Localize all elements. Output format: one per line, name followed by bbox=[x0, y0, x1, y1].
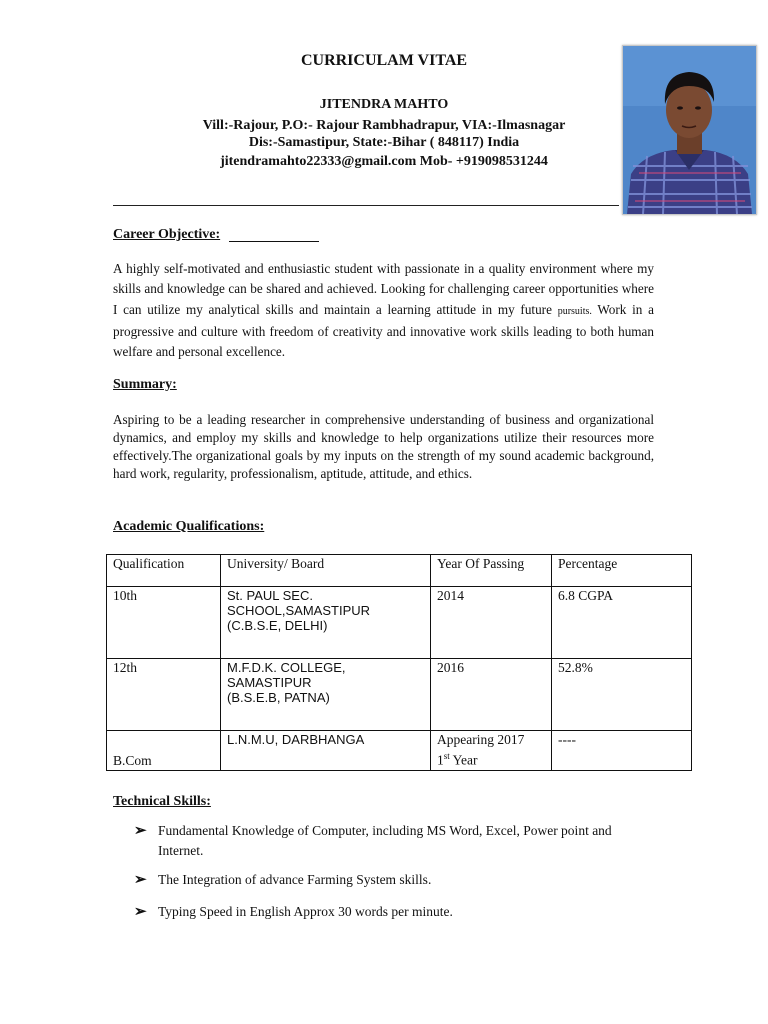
table-cell-qualification: 10th bbox=[107, 587, 221, 659]
table-cell-percentage: 52.8% bbox=[552, 659, 692, 731]
document-title: CURRICULAM VITAE bbox=[300, 52, 468, 69]
technical-skills-heading: Technical Skills: bbox=[113, 794, 211, 809]
arrow-bullet-icon: ➢ bbox=[134, 872, 147, 888]
board-line: M.F.D.K. COLLEGE, bbox=[227, 660, 346, 675]
table-cell-percentage: 6.8 CGPA bbox=[552, 587, 692, 659]
academic-qualifications-table bbox=[106, 554, 692, 771]
summary-heading: Summary: bbox=[113, 377, 177, 392]
list-item bbox=[134, 821, 654, 861]
table-cell-board: L.N.M.U, DARBHANGA bbox=[221, 731, 431, 771]
board-line: (C.B.S.E, DELHI) bbox=[227, 618, 328, 633]
career-objective-underline bbox=[229, 241, 319, 242]
academic-qualifications-heading: Academic Qualifications: bbox=[113, 519, 265, 534]
list-item-text: Fundamental Knowledge of Computer, including MS Word, Excel, Power point and Internet. bbox=[158, 823, 612, 858]
person-photo-icon bbox=[623, 46, 756, 214]
year-ordinal-suffix: st bbox=[443, 751, 450, 761]
year-ordinal-number: 1 bbox=[437, 752, 444, 768]
table-cell-qualification: 12th bbox=[107, 659, 221, 731]
board-line: St. PAUL SEC. bbox=[227, 588, 313, 603]
table-row bbox=[107, 659, 692, 731]
summary-text: Aspiring to be a leading researcher in comprehensive understanding of business and organizational dynamics, and employ my skills and knowledge to help organizations utilize their resources more effectively.The organizational goals by my inputs on the strength of my sound academic background, hard work, regularity, professionalism, aptitude, attitude, and ethics. bbox=[113, 412, 654, 481]
career-objective-heading: Career Objective: bbox=[113, 227, 221, 242]
list-item-text: The Integration of advance Farming System skills. bbox=[158, 872, 432, 887]
board-line: SCHOOL,SAMASTIPUR bbox=[227, 603, 371, 618]
year-line bbox=[437, 748, 545, 769]
table-cell-year: 2016 bbox=[431, 659, 552, 731]
table-cell-qualification: B.Com bbox=[107, 731, 221, 771]
header-divider bbox=[113, 205, 619, 206]
board-line: (B.S.E.B, PATNA) bbox=[227, 690, 330, 705]
table-header-cell: University/ Board bbox=[221, 555, 431, 587]
table-row bbox=[107, 587, 692, 659]
list-item-text: Typing Speed in English Approx 30 words per minute. bbox=[158, 904, 453, 919]
table-cell-year bbox=[431, 731, 552, 771]
address-line-1: Vill:-Rajour, P.O:- Rajour Rambhadrapur, VIA:-Ilmasnagar bbox=[202, 118, 566, 133]
contact-line: jitendramahto22333@gmail.com Mob- +919098531244 bbox=[220, 154, 548, 169]
career-text-small: pursuits. bbox=[557, 305, 592, 317]
career-text-part-1: A highly self-motivated and enthusiastic student with passionate in a quality environment where my skills and knowledge can be shared and achieved. Looking for challenging career opportunities where I can utilize my analytical skills and maintain a learning attitude in my future bbox=[113, 261, 654, 317]
table-header-cell: Year Of Passing bbox=[431, 555, 552, 587]
table-cell-board bbox=[221, 659, 431, 731]
year-ordinal-rest: Year bbox=[449, 752, 478, 768]
board-line: SAMASTIPUR bbox=[227, 675, 312, 690]
table-header-cell: Percentage bbox=[552, 555, 692, 587]
table-header-row bbox=[107, 555, 692, 587]
table-cell-board bbox=[221, 587, 431, 659]
profile-photo bbox=[622, 45, 757, 215]
career-objective-text bbox=[113, 259, 654, 362]
arrow-bullet-icon: ➢ bbox=[134, 904, 147, 920]
table-cell-percentage: ---- bbox=[552, 731, 692, 771]
table-cell-year: 2014 bbox=[431, 587, 552, 659]
address-line-2: Dis:-Samastipur, State:-Bihar ( 848117) India bbox=[248, 135, 520, 150]
candidate-name: JITENDRA MAHTO bbox=[319, 97, 449, 112]
list-item bbox=[134, 902, 654, 922]
arrow-bullet-icon: ➢ bbox=[134, 823, 147, 839]
year-line: Appearing 2017 bbox=[437, 732, 525, 747]
table-header-cell: Qualification bbox=[107, 555, 221, 587]
career-text-part-2: Work in a progressive and culture with freedom of creativity and innovative work skills leading to both human welfare and personal excellence. bbox=[113, 301, 655, 360]
table-row bbox=[107, 731, 692, 771]
list-item bbox=[134, 870, 654, 890]
